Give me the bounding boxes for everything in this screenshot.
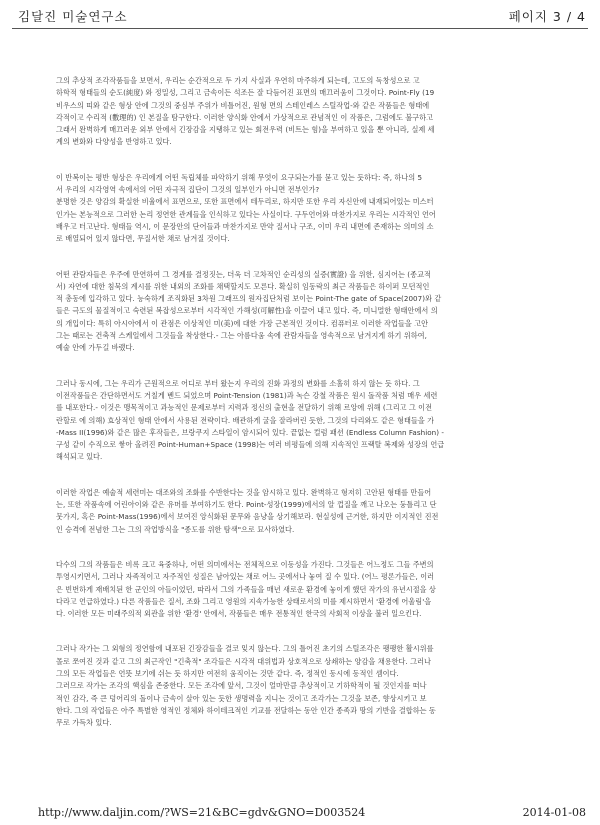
paragraph	[0, 172, 600, 246]
text-line: 이전작품들은 간단하면서도 거칠게 벤드 되었으며 Point-Tension (1981)과 녹슨 강철 작품은 원시 돌작품 처럼 매우 세련	[56, 390, 438, 400]
text-line: 인 승격에 전념한 그는 그의 작업방식을 "종도를 위한 탐색"으로 묘사하였다.	[56, 524, 295, 534]
paragraph	[0, 378, 600, 464]
paragraph	[0, 643, 600, 729]
text-line: 어떤 관람자들은 우주에 만연하여 그 경계를 결정짓는, 더욱 더 고차적인 순리성의 실증(實證) 을 위한, 심지어는 (종교적	[56, 269, 431, 279]
text-line: 예술 안에 가두길 바랬다.	[56, 343, 135, 353]
text-line: 이러한 작업은 예술적 세련미는 대조와의 조화를 수반한다는 것을 암시하고 있다. 완벽하고 형저히 고안된 형태를 만들어	[56, 487, 432, 497]
text-line: 의 개입이다: 특히 아시아에서 이 관점은 이상적인 미(美)에 대한 가장 근본적인 것이다. 컴퓨터로 이러한 작업들을 고안	[56, 318, 429, 328]
text-line: 분명한 것은 양감의 확실한 비율에서 표면으로, 또한 표면에서 테두리로, 하지만 또한 우리 자신안에 내재되어있는 미스터	[56, 197, 434, 207]
article-body	[0, 75, 600, 790]
text-line: 를 내포한다.- 이것은 맹목적이고 과능적인 문제로부터 지력과 정신의 출현을 전달하기 위해 르앙에 위해 (그리고 그 이전	[56, 403, 433, 413]
text-line: 배우고 터고난다. 형태들 역시, 이 문장안의 단어들과 마찬가지로 만약 질서나 구조, 이미 우리 내면에 존재하는 의미의 소	[56, 221, 434, 231]
page-indicator: 페이지 3 / 4	[508, 9, 586, 24]
text-line: 그러므로 작가는 조각의 핵심을 존중한다. 모든 조각에 앞서, 그것이 얼마만큼 추상적이고 기하학적이 될 것인지를 떠나	[56, 681, 427, 691]
text-line: 그래서 완벽하게 매끄러운 외부 안에서 긴장감을 지탱하고 있는 회전우력 (비트는 힘)을 부여하고 있을 뿐 아니라, 실제 세	[56, 125, 435, 135]
text-line: 적 총동에 입각하고 있다. 능숙하게 조직화된 3차원 그래프의 원자집단처럼 보이는 Point-The gate of Space(2007)와 같	[56, 294, 442, 304]
text-line: 무로 가득차 있다.	[56, 718, 112, 728]
paragraph	[0, 269, 600, 355]
text-line: 비우스의 띠와 같은 형상 안에 그것의 중심부 주위가 비틀어진, 원형 면의 스테인레스 스틸작업-와 같은 작품들은 형태에	[56, 100, 430, 110]
site-title: 김달진 미술연구소	[18, 9, 128, 24]
text-line: 투영시키면서, 그러나 자족적이고 자주적인 성질은 남아있는 채로 어느 곳에서나 놓여 질 수 있다. (어느 평론가들은, 이러	[56, 572, 435, 582]
text-line: 서 우리의 시각영역 속에서의 어떤 자극적 집단이 그것의 일부인가 아니면 전부인가?	[56, 185, 320, 195]
text-line: 다수의 그의 작품들은 비록 크고 육중하나, 어떤 의미에서는 전체적으로 이동성을 가진다. 그것들은 어느정도 그들 주변의	[56, 559, 434, 569]
text-line: 그러나 동시에, 그는 우리가 근원적으로 어디로 부터 왔는지 우리의 진화 과정의 변화를 소홀히 하지 않는 듯 하다. 그	[56, 378, 420, 388]
text-line: 그는 때로는 건축적 스케일에서 그것들을 착상한다.- 그는 아름다움 속에 관람자들을 영속적으로 남겨지게 하기 위하여,	[56, 331, 427, 341]
text-line: -Mass II(1996)와 같은 많은 후작들은, 브랑쿠지 스타일이 암시되어 있다. 끝없는 컬럼 패션 (Endless Column Fashion) -	[56, 427, 445, 437]
paragraph	[0, 487, 600, 536]
text-line: 하학적 형태들의 순도(純度) 와 정밀성, 그리고 금속이든 석조든 잘 다듬어진 표면의 매끄러움이 그것이다. Point-Fly (19	[56, 88, 435, 98]
paragraph-gap	[0, 464, 600, 487]
text-line: 그의 추상적 조각작품들을 보면서, 우리는 순간적으로 두 가지 사실과 우연히 마주하게 되는데, 고도의 독창성으로 고	[56, 76, 420, 85]
text-line: 서) 자연에 대한 침묵의 계시를 위한 내외의 조화를 채택할지도 모른다. 확실히 임동락의 최근 작품들은 하이퍼 모던적인	[56, 281, 430, 291]
text-line: 로 배열되어 있지 않다면, 무질서한 채로 남겨질 것이다.	[56, 234, 230, 244]
text-line: 각적이고 수리적 (數理的) 인 본질을 탐구한다. 이러한 양식화 안에서 가상적으로 관념적인 이 작품은, 그럼에도 불구하고	[56, 112, 434, 122]
text-line: 계의 변화와 다양성을 반영하고 있다.	[56, 137, 172, 147]
text-line: 그의 모든 작업들은 언뜻 보기에 쉬는 듯 하지만 여전히 움직이는 것만 같다. 즉, 정적인 동시에 동적인 셈이다.	[56, 668, 399, 678]
text-line: 해석되고 있다.	[56, 452, 103, 462]
header-divider	[12, 28, 588, 29]
text-line: 뭇가지, 혹은 Point-Mass(1996)에서 보여진 앙식화된 문무와 음냥을 상기해보라. 현실성에 근거한, 하지만 이지적인 진전	[56, 512, 439, 522]
paragraph	[0, 75, 600, 149]
text-line: 인가는 본능적으로 그러한 논리 정연한 관계들을 인식하고 있다는 사실이다. 구두언어와 마찬가지로 우리는 시각적인 언어	[56, 209, 436, 219]
paragraph-gap	[0, 246, 600, 269]
text-line: 한다. 그의 작업들은 아주 특별한 영적인 정체와 하이테크적인 기교를 전달하는 동안 인간 종족과 땅의 기반을 결합하는 동	[56, 705, 436, 715]
paragraph-gap	[0, 355, 600, 378]
text-line: 다라고 언급하였다.) 다른 작품들은 질서, 조화 그리고 영원의 지속가능한 상태로서의 미를 제시하면서 '환경에 어울림'을	[56, 596, 432, 606]
print-date: 2014-01-08	[522, 806, 586, 819]
paragraph-gap	[0, 536, 600, 559]
paragraph-gap	[0, 620, 600, 643]
text-line: 다. 이러한 모든 미래주의적 외관을 위한 '환경' 안에서, 작품들은 매우 전통적인 한국의 사회적 이상을 불러 일으킨다.	[56, 609, 422, 619]
text-line: 적인 감각, 즉 큰 덩어리의 돌이나 금속이 살아 있는 듯한 생명력을 지니는 것이고 조각가는 그것을 보존, 향상시키고 보	[56, 693, 427, 703]
text-line: 그러나 작가는 그 외형의 정연함에 내포된 긴장감들을 결코 잊지 않는다. 그의 틀어진 초기의 스틸조각은 팽팽한 활시위를	[56, 644, 434, 654]
text-line: 는, 또한 작품속에 어린아이와 같은 유머를 부여하기도 한다. Point-성장(1999)에서의 알 껍질을 깨고 나오는 둥틀리고 단	[56, 500, 437, 510]
text-line: 이 반복이는 평반 형상은 우리에게 어떤 독립체를 파악하기 위해 무엇이 요구되는가를 묻고 있는 듯하다: 즉, 하나의 5	[56, 172, 423, 182]
text-line: 란할로 에 의해) 효상적인 형태 안에서 사용된 전략이다. 배관하게 굴을 잘라버린 듯한, 그것의 다리와도 같은 형태들을 가	[56, 415, 435, 425]
text-line: 은 빈번하게 재배치된 한 군인의 아들이었던, 따라서 그의 가족들을 매년 새로운 환경에 놓이게 했던 작가의 유년시절을 상	[56, 584, 436, 594]
text-line: 들은 극도의 물질적이고 숙련된 복잡성으로부터 시각적인 가해성(可解性)을 이끌어 내고 있다. 즉, 미니멀한 형태안에서 의	[56, 306, 438, 316]
source-url[interactable]: http://www.daljin.com/?WS=21&BC=gdv&GNO=D003524	[38, 806, 366, 819]
text-line: 구성 같이 수직으로 쌓아 올려진 Point-Human+Space (1998)는 여러 비평들에 의해 지속적인 프랙탈 복제와 성장의 언급	[56, 440, 445, 450]
text-line: 몰로 쪼여진 것과 같고 그의 최근작인 "긴축적" 조각들은 시각적 대위법과 상호적으로 상쇄하는 양감을 채용한다. 그러나	[56, 656, 431, 666]
paragraph-gap	[0, 149, 600, 172]
paragraph	[0, 559, 600, 620]
